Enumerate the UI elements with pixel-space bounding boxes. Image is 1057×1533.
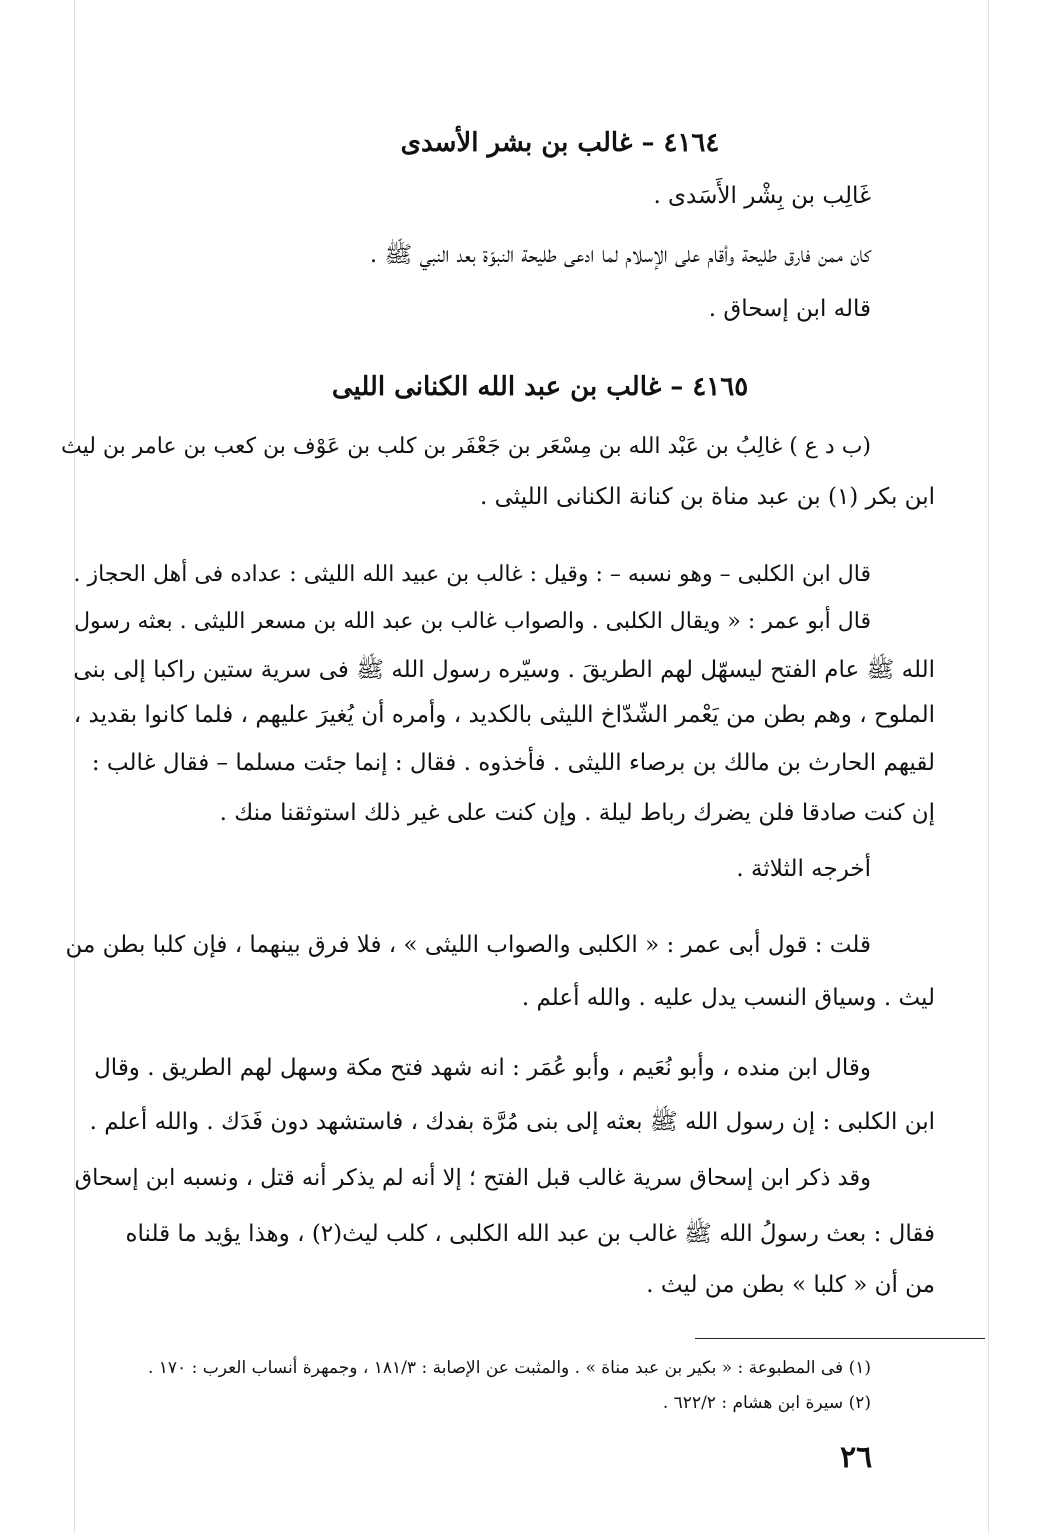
entry-line: (ب د ع ) غالِبُ بن عَبْد الله بن مِسْعَر بن جَعْفَر بن كلب بن عَوْف بن كعب بن عامر بن ليث <box>60 434 871 459</box>
entry-line: فقال : بعث رسولُ الله ﷺ غالب بن عبد الله الكلبى ، كلب ليث(٢) ، وهذا يؤيد ما قلناه <box>125 1221 935 1247</box>
entry-line: من أن « كلبا » بطن من ليث . <box>646 1272 935 1298</box>
entry-heading: ٤١٦٤ – غالب بن بشر الأسدى <box>400 128 720 158</box>
entry-line: قاله ابن إسحاق . <box>708 296 871 322</box>
page-number: ٢٦ <box>840 1440 873 1475</box>
entry-line: الملوح ، وهم بطن من يَعْمر الشّدّاخ الليثى بالكديد ، وأمره أن يُغيرَ عليهم ، فلما كانوا بقديد ، <box>73 702 935 728</box>
entry-line: ليث . وسياق النسب يدل عليه . والله أعلم . <box>521 985 935 1011</box>
scan-edge-right <box>988 0 989 1533</box>
scan-edge-left <box>74 0 75 1533</box>
entry-line: الله ﷺ عام الفتح ليسهّل لهم الطريقَ . وسيّره رسول الله ﷺ فى سرية ستين راكبا إلى بنى <box>73 657 935 683</box>
entry-line: أخرجه الثلاثة . <box>736 856 871 882</box>
entry-line: غَالِب بن بِشْر الأَسَدى . <box>653 183 871 209</box>
entry-line: وقال ابن منده ، وأبو نُعَيم ، وأبو عُمَر : انه شهد فتح مكة وسهل لهم الطريق . وقال <box>94 1055 871 1081</box>
entry-line: قال أبو عمر : « ويقال الكلبى . والصواب غالب بن عبد الله بن مسعر الليثى . بعثه رسول <box>74 609 871 634</box>
entry-line: ابن الكلبى : إن رسول الله ﷺ بعثه إلى بنى مُرَّة بفدك ، فاستشهد دون فَدَك . والله أعلم . <box>89 1109 935 1135</box>
footnote-separator <box>695 1338 985 1339</box>
entry-line: إن كنت صادقا فلن يضرك رباط ليلة . وإن كنت على غير ذلك استوثقنا منك . <box>219 800 935 826</box>
entry-line: ابن بكر (١) بن عبد مناة بن كنانة الكنانى الليثى . <box>479 484 935 510</box>
footnote: (٢) سيرة ابن هشام : ٦٢٢/٢ . <box>662 1393 871 1413</box>
entry-line: كان ممن فارق طليحة وأقام على الإسلام لما ادعى طليحة النبوّة بعد النبي ﷺ . <box>369 242 871 268</box>
entry-line: قلت : قول أبى عمر : « الكلبى والصواب الليثى » ، فلا فرق بينهما ، فإن كلبا بطن من <box>65 932 871 958</box>
entry-line: لقيهم الحارث بن مالك بن برصاء الليثى . فأخذوه . فقال : إنما جئت مسلما – فقال غالب : <box>91 750 935 776</box>
footnote: (١) فى المطبوعة : « بكير بن عبد مناة » . والمثبت عن الإصابة : ١٨١/٣ ، وجمهرة أنساب العرب : ١٧٠ . <box>147 1358 871 1378</box>
entry-line: قال ابن الكلبى – وهو نسبه – : وقيل : غالب بن عبيد الله الليثى : عداده فى أهل الحجاز . <box>73 562 871 587</box>
entry-line: وقد ذكر ابن إسحاق سرية غالب قبل الفتح ؛ إلا أنه لم يذكر أنه قتل ، ونسبه ابن إسحاق <box>74 1165 871 1191</box>
entry-heading: ٤١٦٥ – غالب بن عبد الله الكنانى الليى <box>331 372 749 402</box>
